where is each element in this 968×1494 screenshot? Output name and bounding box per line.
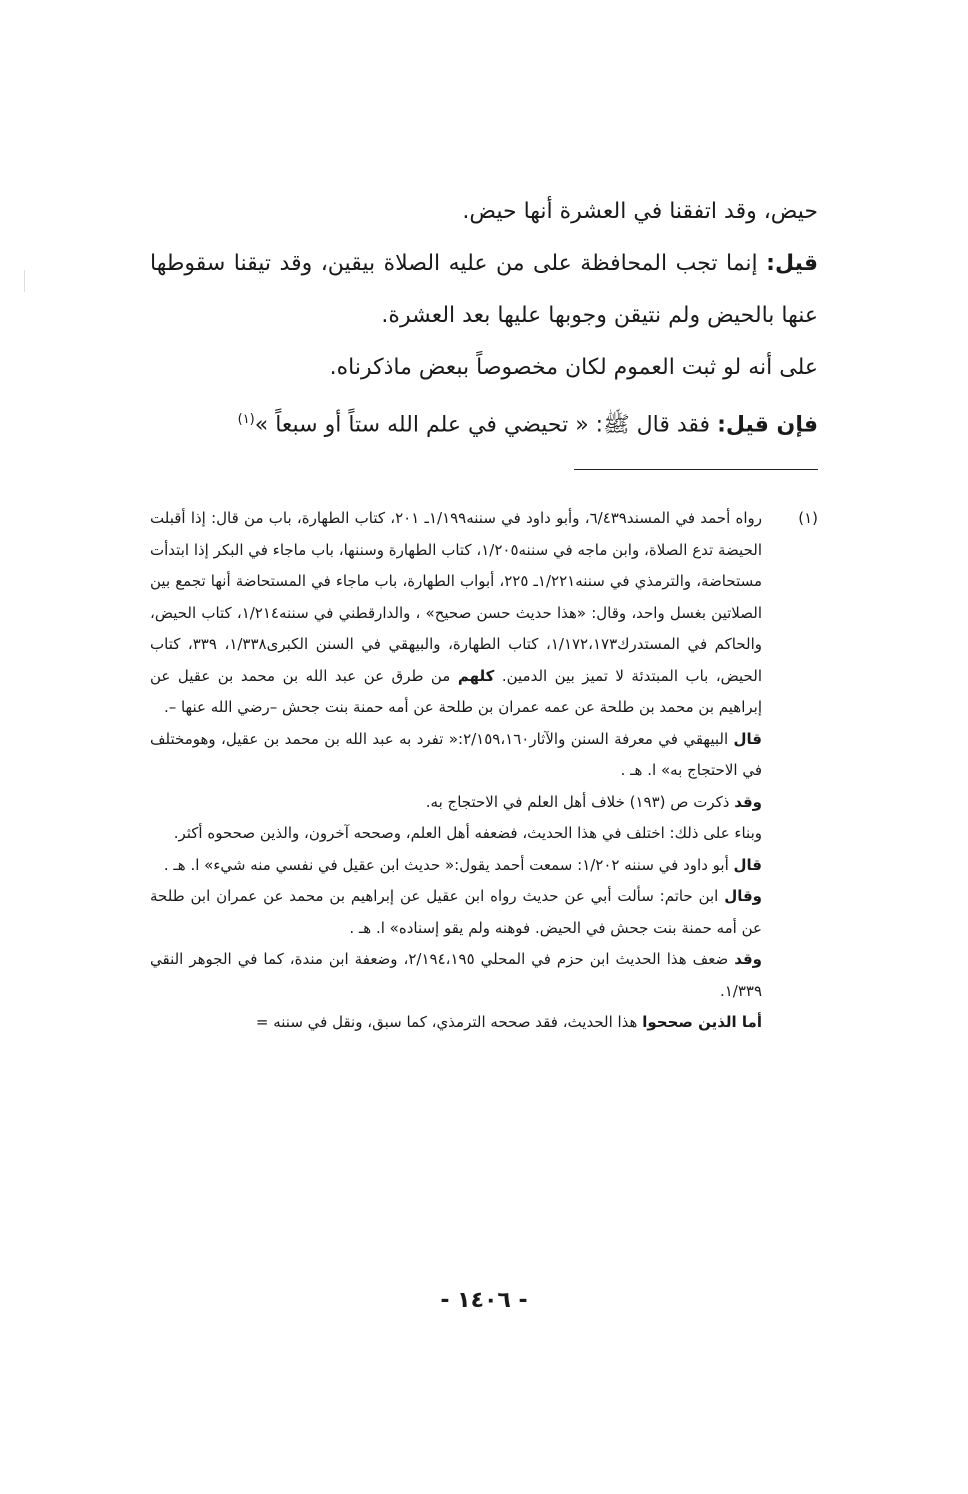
qeel-label: قيل:: [766, 251, 818, 276]
footnote-text: ابن حاتم: سألت أبي عن حديث رواه ابن عقيل عن إبراهيم بن محمد عن عمران ابن طلحة عن أمه حمنة بنت جحش في الحيض. فوهنه ولم يقو إسناده» ا. هـ .: [150, 887, 762, 937]
footnote-number: (١): [798, 509, 818, 527]
footnote-bold: قال: [733, 855, 762, 874]
footnote-bold: وقال: [724, 887, 762, 905]
main-text-line: حيض، وقد اتفقنا في العشرة أنها حيض.: [462, 199, 818, 224]
fain-text: فقد قال ﷺ: « تحيضي في علم الله ستاً أو سبعاً »: [254, 412, 718, 438]
footnote-body: [150, 503, 762, 1039]
footnote-text: أبو داود في سننه ١/٢٠٢: سمعت أحمد يقول:« حديث ابن عقيل في نفسي منه شيء» ا. هـ .: [163, 855, 734, 874]
footnote-paragraph: [150, 944, 762, 1007]
footnote-text: ذكرت ص (١٩٣) خلاف أهل العلم في الاحتجاج به.: [425, 792, 735, 811]
footnote-paragraph: [150, 850, 762, 882]
fain-paragraph: [150, 394, 818, 451]
fain-label: فإن قيل:: [717, 412, 818, 438]
qeel-paragraph: [150, 238, 818, 342]
footnote-paragraph: [150, 1007, 762, 1039]
footnote-bold: وقد: [734, 950, 762, 968]
footnote-bold: وقد: [734, 792, 762, 811]
footnote-item: [150, 503, 818, 1039]
main-text-line: على أنه لو ثبت العموم لكان مخصوصاً ببعض ماذكرناه.: [329, 355, 818, 380]
qeel-text: إنما تجب المحافظة على من عليه الصلاة بيقين، وقد تيقنا سقوطها عنها بالحيض ولم نتيقن وجوبها عليها بعد العشرة.: [150, 251, 818, 328]
footnote-paragraph: [150, 724, 762, 787]
footnote-bold: قال: [733, 729, 762, 748]
footnote-ref: (١): [237, 412, 255, 427]
footnote-text: هذا الحديث، فقد صححه الترمذي، كما سبق، ونقل في سننه =: [255, 1013, 643, 1031]
footnote-text: رواه أحمد في المسند٦/٤٣٩، وأبو داود في سننه١/١٩٩ـ ٢٠١، كتاب الطهارة، باب من قال: إذا أقبلت الحيضة تدع الصلاة، وابن ماجه في سننه١/٢٠٥، كتاب الطهارة وسننها، باب ماجاء في البكر إذا ابتدأت مستحاضة، والترمذي في سننه١/٢٢١ـ ٢٢٥، أبواب الطهارة، باب ماجاء في المستحاضة أنها تجمع بين الصلاتين بغسل واحد، وقال: «هذا حديث حسن صحيح» ، والدارقطني في سننه١/٢١٤، كتاب الحيض، والحاكم في المستدرك١/١٧٢،١٧٣، كتاب الطهارة، والبيهقي في السنن الكبرى١/٣٣٨، ٣٣٩، كتاب الحيض، باب المبتدئة لا تميز بين الدمين.: [150, 509, 763, 685]
footnote-text: وبناء على ذلك: اختلف في هذا الحديث، فضعفه أهل العلم، وصححه آخرون، والذين صححوه أكثر.: [173, 824, 762, 842]
footnote-text: البيهقي في معرفة السنن والآثار٢/١٥٩،١٦٠:« تفرد به عبد الله بن محمد بن عقيل، وهومختلف في الاحتجاج به» ا. هـ .: [150, 729, 762, 779]
page-number: - ١٤٠٦ -: [440, 1288, 528, 1313]
main-text: [150, 186, 818, 451]
footnote-text: ضعف هذا الحديث ابن حزم في المحلي ٢/١٩٤،١٩٥، وضعفة ابن مندة، كما في الجوهر النقي ١/٣٣٩.: [150, 950, 762, 1000]
footnote-separator: [574, 469, 818, 470]
footnote-bold: كلهم: [457, 666, 495, 685]
main-line: [150, 186, 818, 238]
footnote-paragraph: [150, 787, 762, 819]
footnote-bold: أما الذين صححوا: [642, 1013, 762, 1031]
footnote-paragraph: [150, 503, 762, 724]
footnote-text: من طرق عن عبد الله بن محمد بن عقيل عن إبراهيم بن محمد بن طلحة عن عمه عمران بن طلحة عن أمه حمنة بنت جحش –رضي الله عنها –.: [150, 666, 762, 716]
footnote-paragraph: [150, 881, 762, 944]
footnote-paragraph: [150, 818, 762, 850]
main-line: [150, 342, 818, 394]
scan-mark: [24, 270, 25, 292]
footnotes: [150, 503, 818, 1039]
